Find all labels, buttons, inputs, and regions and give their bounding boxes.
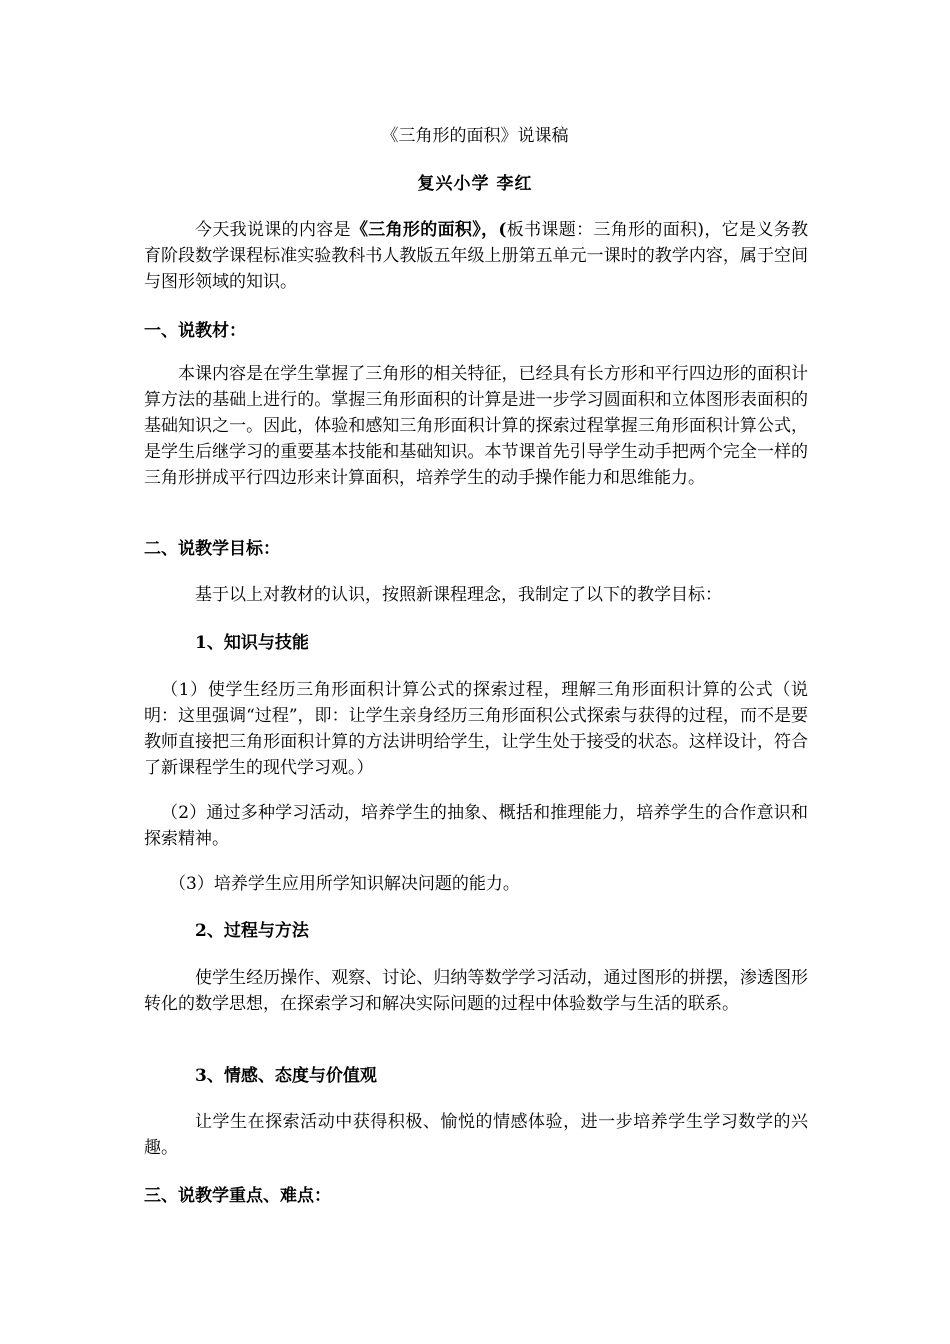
- subsection3-body: 让学生在探索活动中获得积极、愉悦的情感体验，进一步培养学生学习数学的兴趣。: [144, 1112, 808, 1158]
- document-title: 《三角形的面积》说课稿: [381, 126, 569, 146]
- section2-intro: 基于以上对教材的认识，按照新课程理念，我制定了以下的教学目标：: [195, 585, 722, 605]
- intro-bold-title: 《三角形的面积》，(: [350, 220, 507, 240]
- intro-paragraph: [144, 217, 808, 295]
- objective-item-1: （1）使学生经历三角形面积计算公式的探索过程，理解三角形面积计算的公式（说明：这里强调“过程”，即：让学生亲身经历三角形面积公式探索与获得的过程，而不是要教师直接把三角形面积计算的方法讲明给学生，让学生处于接受的状态。这样设计，符合了新课程学生的现代学习观。）: [144, 680, 808, 778]
- objective-item-2: （2）通过多种学习活动，培养学生的抽象、概括和推理能力，培养学生的合作意识和探索精神。: [144, 803, 808, 849]
- subsection2-body: 使学生经历操作、观察、讨论、归纳等数学学习活动，通过图形的拼摆，渗透图形转化的数学思想，在探索学习和解决实际问题的过程中体验数学与生活的联系。: [144, 968, 808, 1014]
- subsection1-heading: 1、知识与技能: [195, 633, 309, 653]
- section1-heading: 一、说教材：: [144, 321, 246, 341]
- section1-body: 本课内容是在学生掌握了三角形的相关特征，已经具有长方形和平行四边形的面积计算方法的基础上进行的。掌握三角形面积的计算是进一步学习圆面积和立体图形表面积的基础知识之一。因此，体验和感知三角形面积计算的探索过程掌握三角形面积计算公式，是学生后继学习的重要基本技能和基础知识。本节课首先引导学生动手把两个完全一样的三角形拼成平行四边形来计算面积，培养学生的动手操作能力和思维能力。: [144, 364, 808, 488]
- section2-heading: 二、说教学目标：: [144, 539, 280, 559]
- intro-lead: 今天我说课的内容是: [195, 220, 351, 240]
- subsection3-heading: 3、情感、态度与价值观: [195, 1066, 377, 1086]
- section3-heading: 三、说教学重点、难点：: [144, 1186, 331, 1206]
- intro-rest: 板书课题：三角形的面积)，它是义务教育阶段数学课程标准实验教科书人教版五年级上册第五单元一课时的教学内容，属于空间与图形领域的知识。: [144, 220, 808, 292]
- objective-item-3: （3）培养学生应用所学知识解决问题的能力。: [169, 874, 520, 894]
- subsection2-heading: 2、过程与方法: [195, 921, 309, 941]
- document-author: 复兴小学 李红: [417, 174, 533, 194]
